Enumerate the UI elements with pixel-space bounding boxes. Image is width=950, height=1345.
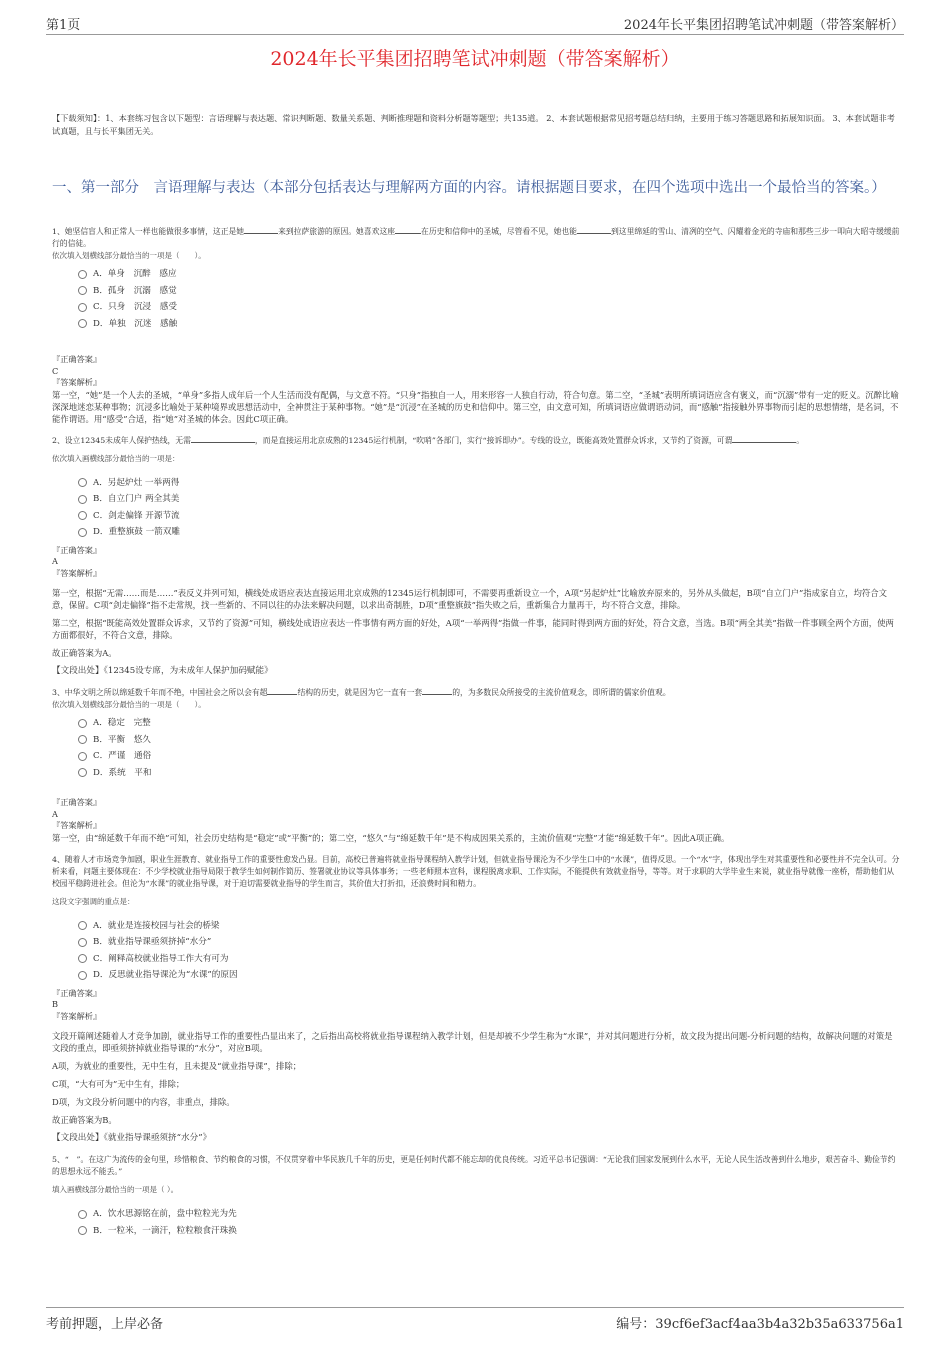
q3-answer: A [52, 808, 58, 819]
q1-stem-1: 1、她坚信盲人和正常人一样也能做很多事情，这正是她 [52, 227, 245, 236]
q3-stem-2: 结构的历史，就是因为它一直有一套 [297, 688, 423, 697]
q4-option-b[interactable] [78, 934, 900, 951]
option-label: A．单身 沉醉 感应 [93, 269, 177, 280]
q1-stem-4: 到这里绵延的雪山、清冽的空气、闪耀着金光的寺庙和那些三步一叩向大昭寺缓缓前行的信徒。 [52, 227, 900, 248]
q2-option-a[interactable] [78, 475, 900, 492]
q1-blank-3 [577, 233, 611, 234]
question-2 [52, 435, 900, 678]
q1-stem-2: 来到拉萨旅游的原因。她喜欢这座 [278, 227, 396, 236]
option-label: C．剑走偏锋 开源节流 [93, 510, 180, 521]
q1-blank-2 [395, 233, 421, 234]
option-label: B．一粒米，一滴汗，粒粒粮食汗珠换 [93, 1225, 237, 1236]
radio-icon[interactable] [78, 286, 87, 295]
section-heading: 一、第一部分 言语理解与表达（本部分包括表达与理解两方面的内容。请根据题目要求，在四个选项中选出一个最恰当的答案。） [52, 180, 886, 196]
q1-options [78, 266, 900, 332]
q3-option-b[interactable] [78, 732, 900, 749]
q2-analysis-1: 第一空，根据“无需……而是……”表反义并列可知，横线处成语应表达直接运用北京成熟的12345运行机制即可，不需要再重新设立一个，A项“另起炉灶”比喻放弃原来的，另外从头做起，B项“自立门户”指成家自立，均符合文意，保留。C项“剑走偏锋”指不走常规，找一些新的、不同以往的办法来解决问题，以求出奇制胜，D项“重整旗鼓”指失败之后，重新集合力量再干，均不符合文意，排除。 [52, 588, 888, 610]
q1-option-a[interactable] [78, 266, 900, 283]
q2-answer: A [52, 556, 58, 566]
q5-prompt: 填入画横线部分最恰当的一项是（ ）。 [52, 1185, 179, 1194]
q4-answer: B [52, 999, 59, 1009]
question-body [52, 226, 900, 1239]
q1-option-c[interactable] [78, 299, 900, 316]
q2-conclusion: 故正确答案为A。 [52, 648, 117, 658]
header-doc-name: 2024年长平集团招聘笔试冲刺题（带答案解析） [623, 18, 904, 33]
option-label: B．孤身 沉溺 感觉 [93, 285, 177, 296]
q3-option-c[interactable] [78, 748, 900, 765]
q3-answer-label: 『正确答案』 [52, 797, 102, 807]
q3-option-d[interactable] [78, 765, 900, 782]
page-number: 第1页 [46, 18, 81, 33]
q4-options [78, 918, 900, 984]
q4-analysis: 文段开篇阐述随着人才竞争加剧，就业指导工作的重要性凸显出来了，之后指出高校将就业指导课程纳入教学计划，但是却被不少学生称为“水课”，并对其问题进行分析，故文段为提出问题-分析问题的结构，故解决问题的对策是文段的重点，即亟须挤掉就业指导课的“水分”，对应B项。 [52, 1031, 893, 1053]
q3-options [78, 715, 900, 781]
option-label: A．就业是连接校园与社会的桥梁 [93, 920, 220, 931]
option-label: B．自立门户 两全其美 [93, 494, 180, 505]
option-label: A．稳定 完整 [93, 718, 151, 729]
radio-icon[interactable] [78, 528, 87, 537]
option-label: B．就业指导课亟须挤掉“水分” [93, 937, 212, 948]
q5-stem: 5、“ ”。在这广为流传的金句里，珍惜粮食、节约粮食的习惯，不仅贯穿着中华民族几千年的历史，更是任何时代都不能忘却的优良传统。习近平总书记强调：“无论我们国家发展到什么水平，无论人民生活改善到什么地步，艰苦奋斗、勤俭节约的思想永远不能丢。” [52, 1155, 896, 1176]
q4-option-a[interactable] [78, 918, 900, 935]
option-label: C．只身 沉浸 感受 [93, 302, 177, 313]
radio-icon[interactable] [78, 938, 87, 947]
question-4 [52, 854, 900, 1145]
q1-answer: C [52, 365, 59, 376]
q2-stem-1: 2、设立12345未成年人保护热线，无需 [52, 435, 191, 445]
document-code: 编号：39cf6ef3acf4aa3b4a32b35a633756a1 [616, 1317, 904, 1332]
q2-blank-1 [191, 442, 255, 443]
page-footer [46, 1307, 904, 1332]
q3-blank-1 [267, 694, 297, 695]
footer-slogan: 考前押题，上岸必备 [46, 1317, 164, 1332]
q3-stem-3: 的，为多数民众所接受的主流价值观念，即所谓的儒家价值观。 [452, 688, 671, 697]
radio-icon[interactable] [78, 303, 87, 312]
q2-stem-2: ，而是直接运用北京成熟的12345运行机制，“吹哨”各部门，实行“接诉即办”。专线的设立，既能高效处置群众诉求，又节约了资源，可谓 [254, 435, 733, 445]
radio-icon[interactable] [78, 511, 87, 520]
q4-prompt: 这段文字强调的重点是： [52, 896, 135, 906]
q4-stem: 4、随着人才市场竞争加剧，职业生涯教育、就业指导工作的重要性愈发凸显。目前，高校已普遍将就业指导课程纳入教学计划，但就业指导课沦为不少学生口中的“水课”，值得反思。一个“水”字，体现出学生对其重要性和必要性并不完全认可。分析来看，问题主要体现在：不少学校就业指导局限于教学生如何制作简历、签署就业协议等具体事务；一些老师照本宣科，课程脱离求职、工作实际，不能提供有效就业指导，等等。对于求职的大学毕业生来说，就业指导就像一座桥，帮助他们从校园平稳跨进社会。但沦为“水课”的就业指导课，对于迫切需要就业指导的学生而言，其价值大打折扣，还浪费时间和精力。 [52, 854, 900, 888]
radio-icon[interactable] [78, 1226, 87, 1235]
option-label: A．另起炉灶 一举两得 [93, 477, 180, 488]
q5-options [78, 1206, 900, 1239]
q3-stem-1: 3、中华文明之所以绵延数千年而不绝，中国社会之所以会有超 [52, 688, 268, 697]
radio-icon[interactable] [78, 768, 87, 777]
radio-icon[interactable] [78, 954, 87, 963]
question-1 [52, 226, 900, 425]
option-label: D．系统 平和 [93, 767, 152, 778]
q2-analysis-2: 第二空，根据“既能高效处置群众诉求，又节约了资源”可知，横线处成语应表达一件事情有两方面的好处，A项“一举两得”指做一件事，能同时得到两方面的好处，符合文意，当选。B项“两全其美”指做一件事顾全两个方面，使两方面都很好，不符合文意，排除。 [52, 618, 894, 640]
question-3 [52, 687, 900, 844]
q1-analysis-label: 『答案解析』 [52, 377, 102, 387]
radio-icon[interactable] [78, 719, 87, 728]
q3-option-a[interactable] [78, 715, 900, 732]
option-label: D．单独 沉迷 感触 [93, 318, 178, 329]
radio-icon[interactable] [78, 971, 87, 980]
page-header [46, 14, 904, 35]
q4-source: 【文段出处】《就业指导课亟须挤“水分”》 [52, 1133, 212, 1143]
option-label: C．严谨 通俗 [93, 751, 152, 762]
q1-blank-1 [244, 233, 278, 234]
radio-icon[interactable] [78, 1210, 87, 1219]
option-label: D．反思就业指导课沦为“水课”的原因 [93, 970, 238, 981]
q2-option-b[interactable] [78, 491, 900, 508]
q4-analysis-label: 『答案解析』 [52, 1010, 102, 1021]
q1-option-b[interactable] [78, 283, 900, 300]
q2-blank-2 [732, 442, 796, 443]
q1-analysis: 第一空，“她”是一个人去的圣城，“单身”多指人成年后一个人生活而没有配偶，与文意不符。“只身”指独自一人，用来形容一人独自行动，符合句意。第二空，“圣城”表明所填词语应含有褒义，而“沉溺”带有一定的贬义。沉醉比喻深深地迷恋某种事物；沉浸多比喻处于某种境界或思想活动中，全神贯注于某种事物。“她”是“沉浸”在圣城的历史和信仰中。第三空，由文意可知，所填词语应做谓语动词，而“感触”指接触外界事物而引起的思想情绪，是名词，不能作谓语。用“感受”合适，指“她”对圣城的体会。因此C项正确。 [52, 389, 899, 424]
option-label: D．重整旗鼓 一箭双雕 [93, 527, 180, 538]
q4-option-c-note: C项，“大有可为”无中生有，排除； [52, 1079, 185, 1089]
q2-option-d[interactable] [78, 524, 900, 541]
question-5 [52, 1154, 900, 1239]
option-label: C．阐释高校就业指导工作大有可为 [93, 953, 229, 964]
q3-blank-2 [422, 694, 452, 695]
q2-source: 【文段出处】《12345设专席，为未成年人保护加码赋能》 [52, 666, 273, 676]
download-notice: 【下载须知】：1、本套练习包含以下题型：言语理解与表达题、常识判断题、数量关系题、判断推理题和资料分析题等题型；共135道。 2、本套试题根据常见招考题总结归纳，主要用于练习答题思路和拓展知识面。 3、本套试题非考试真题，且与长平集团无关。 [52, 113, 895, 136]
radio-icon[interactable] [78, 752, 87, 761]
q3-analysis: 第一空，由“绵延数千年而不绝”可知，社会历史结构是“稳定”或“平衡”的；第二空，“悠久”与“绵延数千年”是不构成因果关系的，主流价值观“完整”才能“绵延数千年”。因此A项正确。 [52, 832, 730, 843]
radio-icon[interactable] [78, 735, 87, 744]
q2-answer-label: 『正确答案』 [52, 544, 102, 555]
q1-option-d[interactable] [78, 316, 900, 333]
q5-option-a[interactable] [78, 1206, 900, 1223]
q2-stem-3: 。 [796, 435, 805, 445]
document-title: 2024年长平集团招聘笔试冲刺题（带答案解析） [270, 48, 680, 70]
q4-option-d-note: D项，为文段分析问题中的内容，非重点，排除。 [52, 1097, 235, 1107]
radio-icon[interactable] [78, 921, 87, 930]
radio-icon[interactable] [78, 495, 87, 504]
q1-prompt: 依次填入划横线部分最恰当的一项是（ ）。 [52, 251, 206, 260]
option-label: B．平衡 悠久 [93, 734, 151, 745]
q3-prompt: 依次填入划横线部分最恰当的一项是（ ）。 [52, 700, 206, 709]
q2-options [78, 475, 900, 541]
q5-option-b[interactable] [78, 1223, 900, 1240]
q4-answer-label: 『正确答案』 [52, 987, 102, 998]
q4-conclusion: 故正确答案为B。 [52, 1115, 117, 1125]
option-label: A．饮水思源铭在前，盘中粒粒光为先 [93, 1209, 237, 1220]
radio-icon[interactable] [78, 478, 87, 487]
q2-analysis-label: 『答案解析』 [52, 567, 102, 578]
q2-option-c[interactable] [78, 508, 900, 525]
radio-icon[interactable] [78, 270, 87, 279]
q4-option-c[interactable] [78, 951, 900, 968]
radio-icon[interactable] [78, 319, 87, 328]
q1-answer-label: 『正确答案』 [52, 354, 102, 364]
q2-prompt: 依次填入画横线部分最恰当的一项是： [52, 453, 180, 463]
q1-stem-3: 在历史和信仰中的圣城，尽管看不见，她也能 [421, 227, 577, 236]
q4-option-a-note: A项，为就业的重要性，无中生有，且未提及“就业指导课”，排除； [52, 1061, 302, 1071]
q3-analysis-label: 『答案解析』 [52, 820, 102, 830]
q4-option-d[interactable] [78, 967, 900, 984]
